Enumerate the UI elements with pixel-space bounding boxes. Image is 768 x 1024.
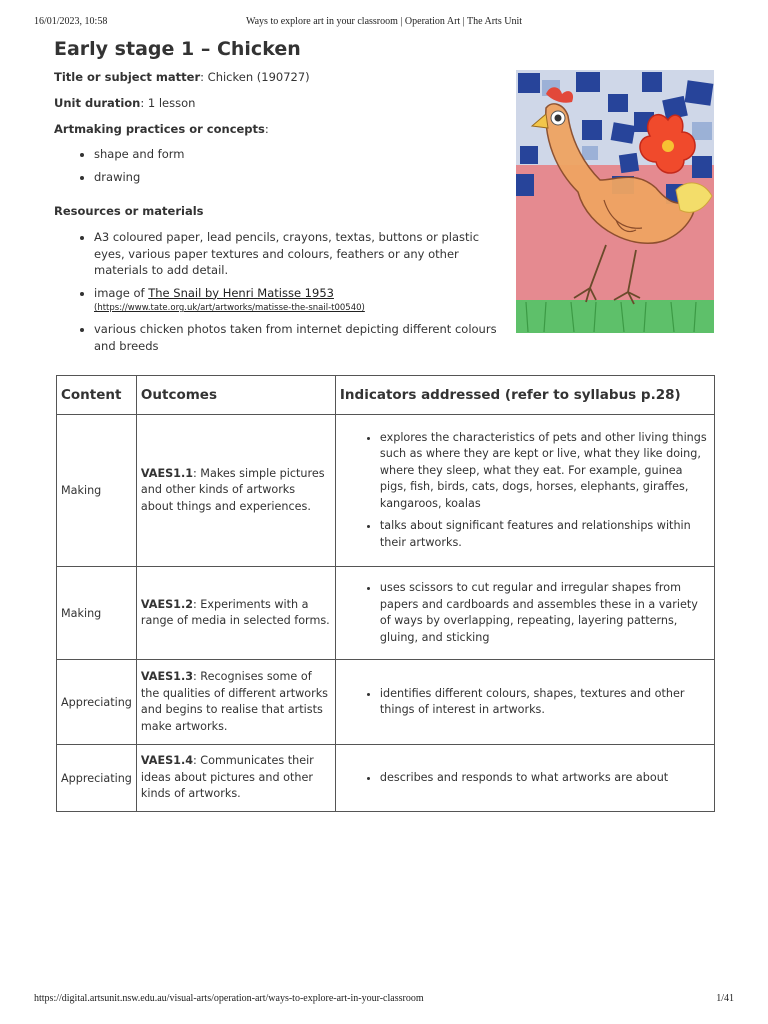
list-item: • various chicken photos taken from internet depicting different colours and breeds: [94, 321, 509, 354]
practices-label: Artmaking practices or concepts: [54, 122, 265, 136]
outcomes-table: [56, 375, 715, 812]
content-cell: Appreciating: [57, 745, 137, 812]
outcome-code: VAES1.3: [140, 670, 193, 683]
practices-line: Artmaking practices or concepts:: [54, 122, 269, 136]
list-item: • A3 coloured paper, lead pencils, crayons, textas, buttons or plastic eyes, various paper textures and colours, feathers or any other materials to add detail.: [94, 229, 509, 279]
title-label: Title or subject matter: [54, 70, 201, 84]
outcome-cell: VAES1.2: Experiments with a range of media in selected forms.: [136, 567, 335, 660]
indicator-item: • uses scissors to cut regular and irregular shapes from papers and cardboards and assembles these in a variety of ways by overlapping, repeating, layering patterns, gluing, and sticking: [380, 580, 710, 646]
print-page-title: Ways to explore art in your classroom | Operation Art | The Arts Unit: [245, 16, 522, 27]
indicators-cell: [335, 567, 714, 660]
indicator-item: • describes and responds to what artworks are about: [380, 770, 710, 787]
list-item: • drawing: [94, 169, 184, 186]
tate-url-link[interactable]: (https://www.tate.org.uk/art/artworks/matisse-the-snail-t00540): [94, 303, 365, 313]
outcome-code: VAES1.2: [140, 597, 193, 611]
chicken-artwork-image: [516, 70, 714, 333]
list-item: • image of The Snail by Henri Matisse 1953 (https://www.tate.org.uk/art/artworks/matisse-the-snail-t00540): [94, 285, 509, 316]
content-cell: Making: [57, 415, 137, 567]
duration-line: [54, 96, 504, 110]
column-header-outcomes: Outcomes: [136, 376, 335, 415]
resources-list: [54, 229, 509, 354]
resources-label: Resources or materials: [54, 204, 204, 218]
table-row: [57, 745, 715, 812]
title-value: : Chicken (190727): [200, 70, 310, 84]
table-header-row: [57, 376, 715, 415]
column-header-content: Content: [57, 376, 137, 415]
indicators-cell: [335, 745, 714, 812]
page-title: Early stage 1 – Chicken: [54, 38, 301, 60]
print-date: 16/01/2023, 10:58: [34, 16, 108, 27]
content-cell: Making: [57, 567, 137, 660]
indicators-cell: [335, 660, 714, 745]
indicators-cell: [335, 415, 714, 567]
outcome-code: VAES1.1: [140, 466, 193, 480]
resources-line: [54, 204, 504, 218]
column-header-indicators: Indicators addressed (refer to syllabus p.28): [335, 376, 714, 415]
matisse-snail-link[interactable]: The Snail by Henri Matisse 1953: [148, 285, 334, 300]
outcome-cell: VAES1.1: Makes simple pictures and other kinds of artworks about things and experiences.: [136, 415, 335, 567]
outcome-cell: VAES1.4: Communicates their ideas about pictures and other kinds of artworks.: [136, 745, 335, 812]
indicator-item: • identifies different colours, shapes, textures and other things of interest in artworks.: [380, 686, 710, 719]
duration-value: : 1 lesson: [140, 96, 196, 110]
page-number: 1/41: [716, 993, 734, 1004]
practices-list: [54, 146, 184, 185]
list-item: • shape and form: [94, 146, 184, 163]
title-line: [54, 70, 504, 84]
print-url: https://digital.artsunit.nsw.edu.au/visual-arts/operation-art/ways-to-explore-art-in-your-classroom: [34, 993, 424, 1004]
outcome-code: VAES1.4: [140, 754, 193, 768]
table-row: [57, 567, 715, 660]
duration-label: Unit duration: [54, 96, 141, 110]
content-cell: Appreciating: [57, 660, 137, 745]
table-row: [57, 660, 715, 745]
outcome-cell: VAES1.3: Recognises some of the qualities of different artworks and begins to realise that artists make artworks.: [136, 660, 335, 745]
table-row: [57, 415, 715, 567]
indicator-item: • talks about significant features and relationships within their artworks.: [380, 518, 710, 551]
indicator-item: • explores the characteristics of pets and other living things such as where they are kept or live, what they like doing, where they sleep, what they eat. For example, guinea pigs, fish, birds, cats, dogs, horses, elephants, giraffes, kangaroos, koalas: [380, 430, 710, 513]
